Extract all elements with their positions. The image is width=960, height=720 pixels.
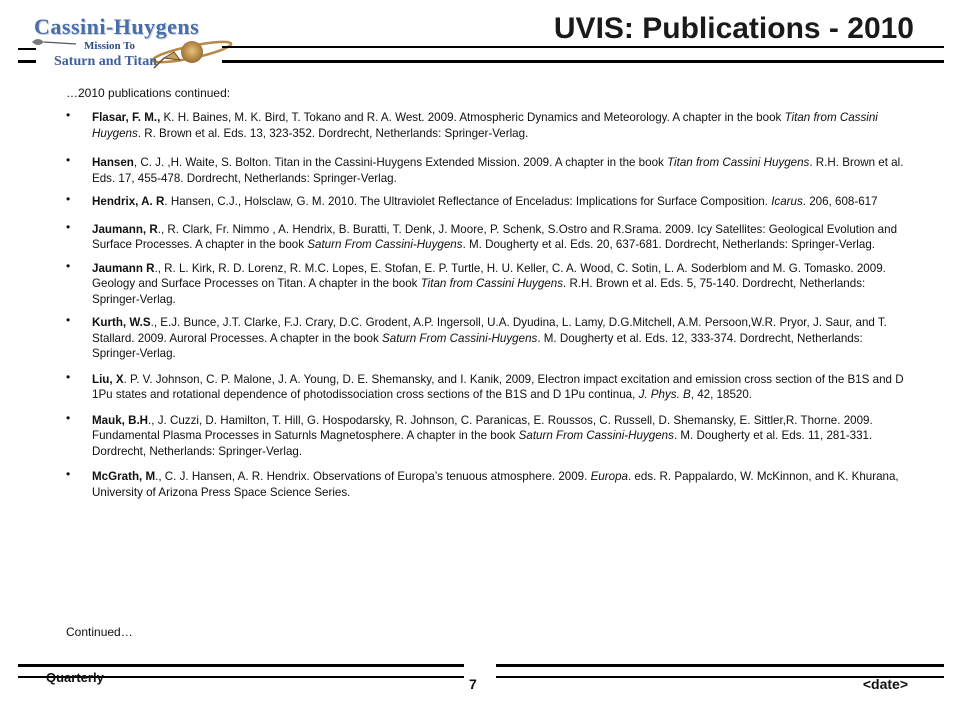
publication-item	[66, 110, 906, 141]
publication-journal: Icarus	[771, 195, 803, 208]
publication-text: , 42, 18520.	[690, 388, 753, 401]
intro-text: …2010 publications continued:	[66, 86, 231, 100]
logo-line1: Cassini-Huygens	[34, 14, 200, 39]
publication-item	[66, 469, 906, 500]
publication-journal: Europa	[590, 470, 628, 483]
header-rule-top	[222, 46, 944, 48]
publication-journal: J. Phys. B	[638, 388, 691, 401]
publication-item	[66, 219, 906, 253]
publication-journal: Titan from Cassini Huygens	[667, 156, 810, 169]
publication-authors: Jaumann R	[92, 261, 155, 275]
publication-authors: Liu, X	[92, 372, 124, 386]
bullet-icon: •	[66, 108, 71, 122]
publication-text: ., E.J. Bunce, J.T. Clarke, F.J. Crary, D.C. Grodent, A.P. Ingersoll, U.A. Dyudina, L. Lamy, D.G.Mitchell, A.M. Persoon,W.R. Pryor, J. Saur, and T. Stallard. 2009. Auroral Processes. A chapter in the book	[92, 316, 887, 345]
bullet-icon: •	[66, 153, 71, 167]
publication-list	[66, 110, 906, 508]
bullet-icon: •	[66, 219, 71, 234]
publication-item	[66, 315, 906, 362]
publication-text: K. H. Baines, M. K. Bird, T. Tokano and R. A. West. 2009. Atmospheric Dynamics and Meteorology. A chapter in the book	[160, 111, 785, 124]
publication-text: ., C. J. Hansen, A. R. Hendrix. Observations of Europa’s tenuous atmosphere. 2009.	[155, 470, 591, 483]
logo-line3: Saturn and Titan	[54, 54, 157, 69]
publication-journal: Saturn From Cassini-Huygens	[307, 238, 463, 251]
publication-authors: Mauk, B.H	[92, 413, 149, 427]
publication-item	[66, 194, 906, 210]
publication-authors: McGrath, M	[92, 470, 156, 483]
publication-authors: Flasar, F. M.,	[92, 111, 161, 124]
publication-item	[66, 369, 906, 403]
bullet-icon: •	[66, 369, 71, 384]
publication-journal: Titan from Cassini Huygens	[92, 111, 878, 140]
publication-authors: Kurth, W.S	[92, 316, 151, 329]
publication-item	[66, 155, 906, 186]
publication-text: . 206, 608-617	[802, 195, 878, 208]
bullet-icon: •	[66, 258, 71, 273]
publication-text: . R.H. Brown et al. Eds. 5, 75-140. Dordrecht, Netherlands: Springer-Verlag.	[92, 277, 866, 306]
continued-text: Continued…	[66, 625, 133, 639]
cassini-huygens-logo	[14, 6, 234, 80]
bullet-icon: •	[66, 313, 71, 327]
publication-authors: Jaumann, R	[92, 222, 158, 236]
page-title: UVIS: Publications - 2010	[553, 12, 914, 45]
header-rule-left-top	[18, 48, 36, 50]
publication-text: . Hansen, C.J., Holsclaw, G. M. 2010. The Ultraviolet Reflectance of Enceladus: Implications for Surface Composition.	[164, 195, 772, 208]
publication-text: . R. Brown et al. Eds. 13, 323-352. Dordrecht, Netherlands: Springer-Verlag.	[137, 126, 529, 140]
publication-journal: Saturn From Cassini-Huygens	[518, 429, 674, 442]
publication-text: . eds. R. Pappalardo, W. McKinnon, and K. Khurana, University of Arizona Press Space Science Series.	[92, 470, 899, 499]
footer-quarterly: Quarterly	[46, 670, 104, 685]
publication-authors: Hendrix, A. R	[92, 195, 165, 208]
footer-rule-right-top	[496, 664, 944, 667]
footer-date: <date>	[862, 676, 908, 692]
publication-text: . M. Dougherty et al. Eds. 12, 333-374. Dordrecht, Netherlands: Springer-Verlag.	[92, 331, 863, 360]
publication-text: , C. J. ,H. Waite, S. Bolton. Titan in the Cassini-Huygens Extended Mission. 2009. A chapter in the book	[133, 156, 668, 169]
publication-text: ., R. Clark, Fr. Nimmo , A. Hendrix, B. Buratti, T. Denk, J. Moore, P. Schenk, S.Ostro and R.Srama. 2009. Icy Satellites: Geological Evolution and Surface Processes. A chapter in the book	[92, 222, 898, 251]
publication-text: . P. V. Johnson, C. P. Malone, J. A. Young, D. E. Shemansky, and I. Kanik, 2009, Electron impact excitation and emission cross section of the B1S and D 1Pu states and rotational dependence of photodissociation cross sections of the B1S and D 1Pu continua,	[92, 372, 904, 401]
publication-text: . M. Dougherty et al. Eds. 20, 637-681. Dordrecht, Netherlands: Springer-Verlag.	[462, 238, 876, 251]
publication-authors: Hansen	[92, 156, 134, 169]
header-rule-left-bottom	[18, 60, 36, 63]
page-number: 7	[469, 676, 477, 692]
publication-journal: Titan from Cassini Huygens	[420, 277, 563, 290]
publication-text: ., R. L. Kirk, R. D. Lorenz, R. M.C. Lopes, E. Stofan, E. P. Turtle, H. U. Keller, C. A. Wood, C. Sotin, L. A. Soderblom and M. G. Tomasko. 2009. Geology and Surface Processes on Titan. A chapter in the book	[92, 261, 886, 290]
header-rule-bottom	[222, 60, 944, 63]
publication-item	[66, 410, 906, 460]
publication-text: . R.H. Brown et al. Eds. 17, 455-478. Dordrecht, Netherlands: Springer-Verlag.	[92, 156, 904, 185]
bullet-icon: •	[66, 467, 71, 481]
bullet-icon: •	[66, 410, 71, 425]
logo-line2: Mission To	[84, 40, 136, 52]
publication-text: ., J. Cuzzi, D. Hamilton, T. Hill, G. Hospodarsky, R. Johnson, C. Paranicas, E. Roussos, C. Russell, D. Shemansky, E. Sittler,R. Thorne. 2009. Fundamental Plasma Processes in Saturnls Magnetosphere. A chapter in the book	[92, 413, 873, 442]
bullet-icon: •	[66, 192, 71, 206]
publication-item	[66, 258, 906, 308]
footer-rule-left-top	[18, 664, 464, 667]
publication-text: . M. Dougherty et al. Eds. 11, 281-331. Dordrecht, Netherlands: Springer-Verlag.	[92, 429, 873, 458]
publication-journal: Saturn From Cassini-Huygens	[382, 331, 538, 345]
